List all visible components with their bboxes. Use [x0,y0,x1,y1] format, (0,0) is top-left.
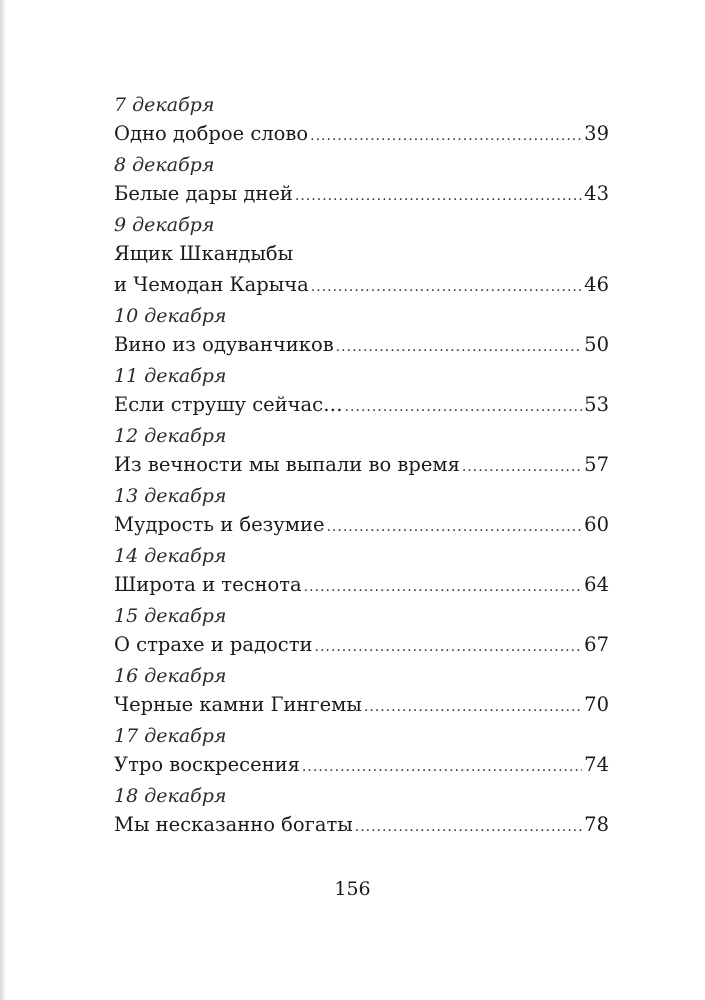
toc-title-line [114,629,609,660]
toc-entry[interactable] [114,303,609,360]
toc-title-first-line: Ящик Шкандыбы [114,242,294,265]
toc-title-line [114,449,609,480]
toc-title: Мы несказанно богаты [114,813,353,836]
toc-page: 70 [584,693,609,716]
page-edge-shadow [0,0,6,1000]
leader-dots [311,272,582,303]
toc-date: 17 декабря [114,725,227,747]
toc-entry[interactable] [114,543,609,600]
leader-dots [345,392,583,423]
toc-date: 15 декабря [114,605,227,627]
toc-entry[interactable] [114,363,609,420]
toc-page: 57 [584,453,609,476]
toc-entry[interactable] [114,423,609,480]
toc-title-line [114,689,609,720]
toc-page: 39 [584,122,609,145]
leader-dots [295,181,582,212]
toc-entry[interactable] [114,92,609,149]
toc-entry[interactable] [114,723,609,780]
toc-title: Одно доброе слово [114,122,309,145]
toc-title-line [114,118,609,149]
toc-date: 11 декабря [114,365,227,387]
toc-title: Вино из одуванчиков [114,333,334,356]
toc-entry[interactable] [114,783,609,840]
toc-title: О страхе и радости [114,633,313,656]
leader-dots [326,512,582,543]
toc-page: 78 [584,813,609,836]
toc-date: 10 декабря [114,305,227,327]
toc-entry[interactable] [114,483,609,540]
toc-page: 64 [584,573,609,596]
leader-dots [364,692,582,723]
leader-dots [315,632,583,663]
toc-title: Белые дары дней [114,182,293,205]
toc-date: 13 декабря [114,485,227,507]
toc-page: 46 [584,273,609,296]
toc-date: 8 декабря [114,154,215,176]
toc-title-line [114,269,609,300]
leader-dots [462,452,582,483]
toc-page: 67 [584,633,609,656]
toc-date: 9 декабря [114,214,215,236]
toc-title-line [114,749,609,780]
toc-title: и Чемодан Карыча [114,273,309,296]
toc-entry[interactable] [114,212,609,300]
toc-title-line [114,329,609,360]
toc-title-line [114,509,609,540]
toc-page: 60 [584,513,609,536]
toc-page: 50 [584,333,609,356]
toc-page: 43 [584,182,609,205]
toc-date: 7 декабря [114,94,215,116]
toc-title-line [114,389,609,420]
toc-date: 16 декабря [114,665,227,687]
toc-entry[interactable] [114,603,609,660]
toc-title: Если струшу сейчас… [114,393,343,416]
leader-dots [310,121,582,152]
toc-entry[interactable] [114,663,609,720]
table-of-contents [114,92,609,843]
toc-title: Утро воскресения [114,753,300,776]
toc-page: 74 [584,753,609,776]
leader-dots [304,572,582,603]
toc-title: Мудрость и безумие [114,513,325,536]
leader-dots [355,812,582,843]
toc-page: 53 [584,393,609,416]
toc-title: Из вечности мы выпали во время [114,453,460,476]
toc-date: 12 декабря [114,425,227,447]
toc-title-line [114,809,609,840]
toc-date: 18 декабря [114,785,227,807]
toc-title-line [114,178,609,209]
toc-title: Широта и теснота [114,573,302,596]
leader-dots [302,752,582,783]
toc-title: Черные камни Гингемы [114,693,362,716]
page-number: 156 [334,878,371,900]
leader-dots [336,332,582,363]
toc-date: 14 декабря [114,545,227,567]
toc-entry[interactable] [114,152,609,209]
toc-title-line [114,569,609,600]
